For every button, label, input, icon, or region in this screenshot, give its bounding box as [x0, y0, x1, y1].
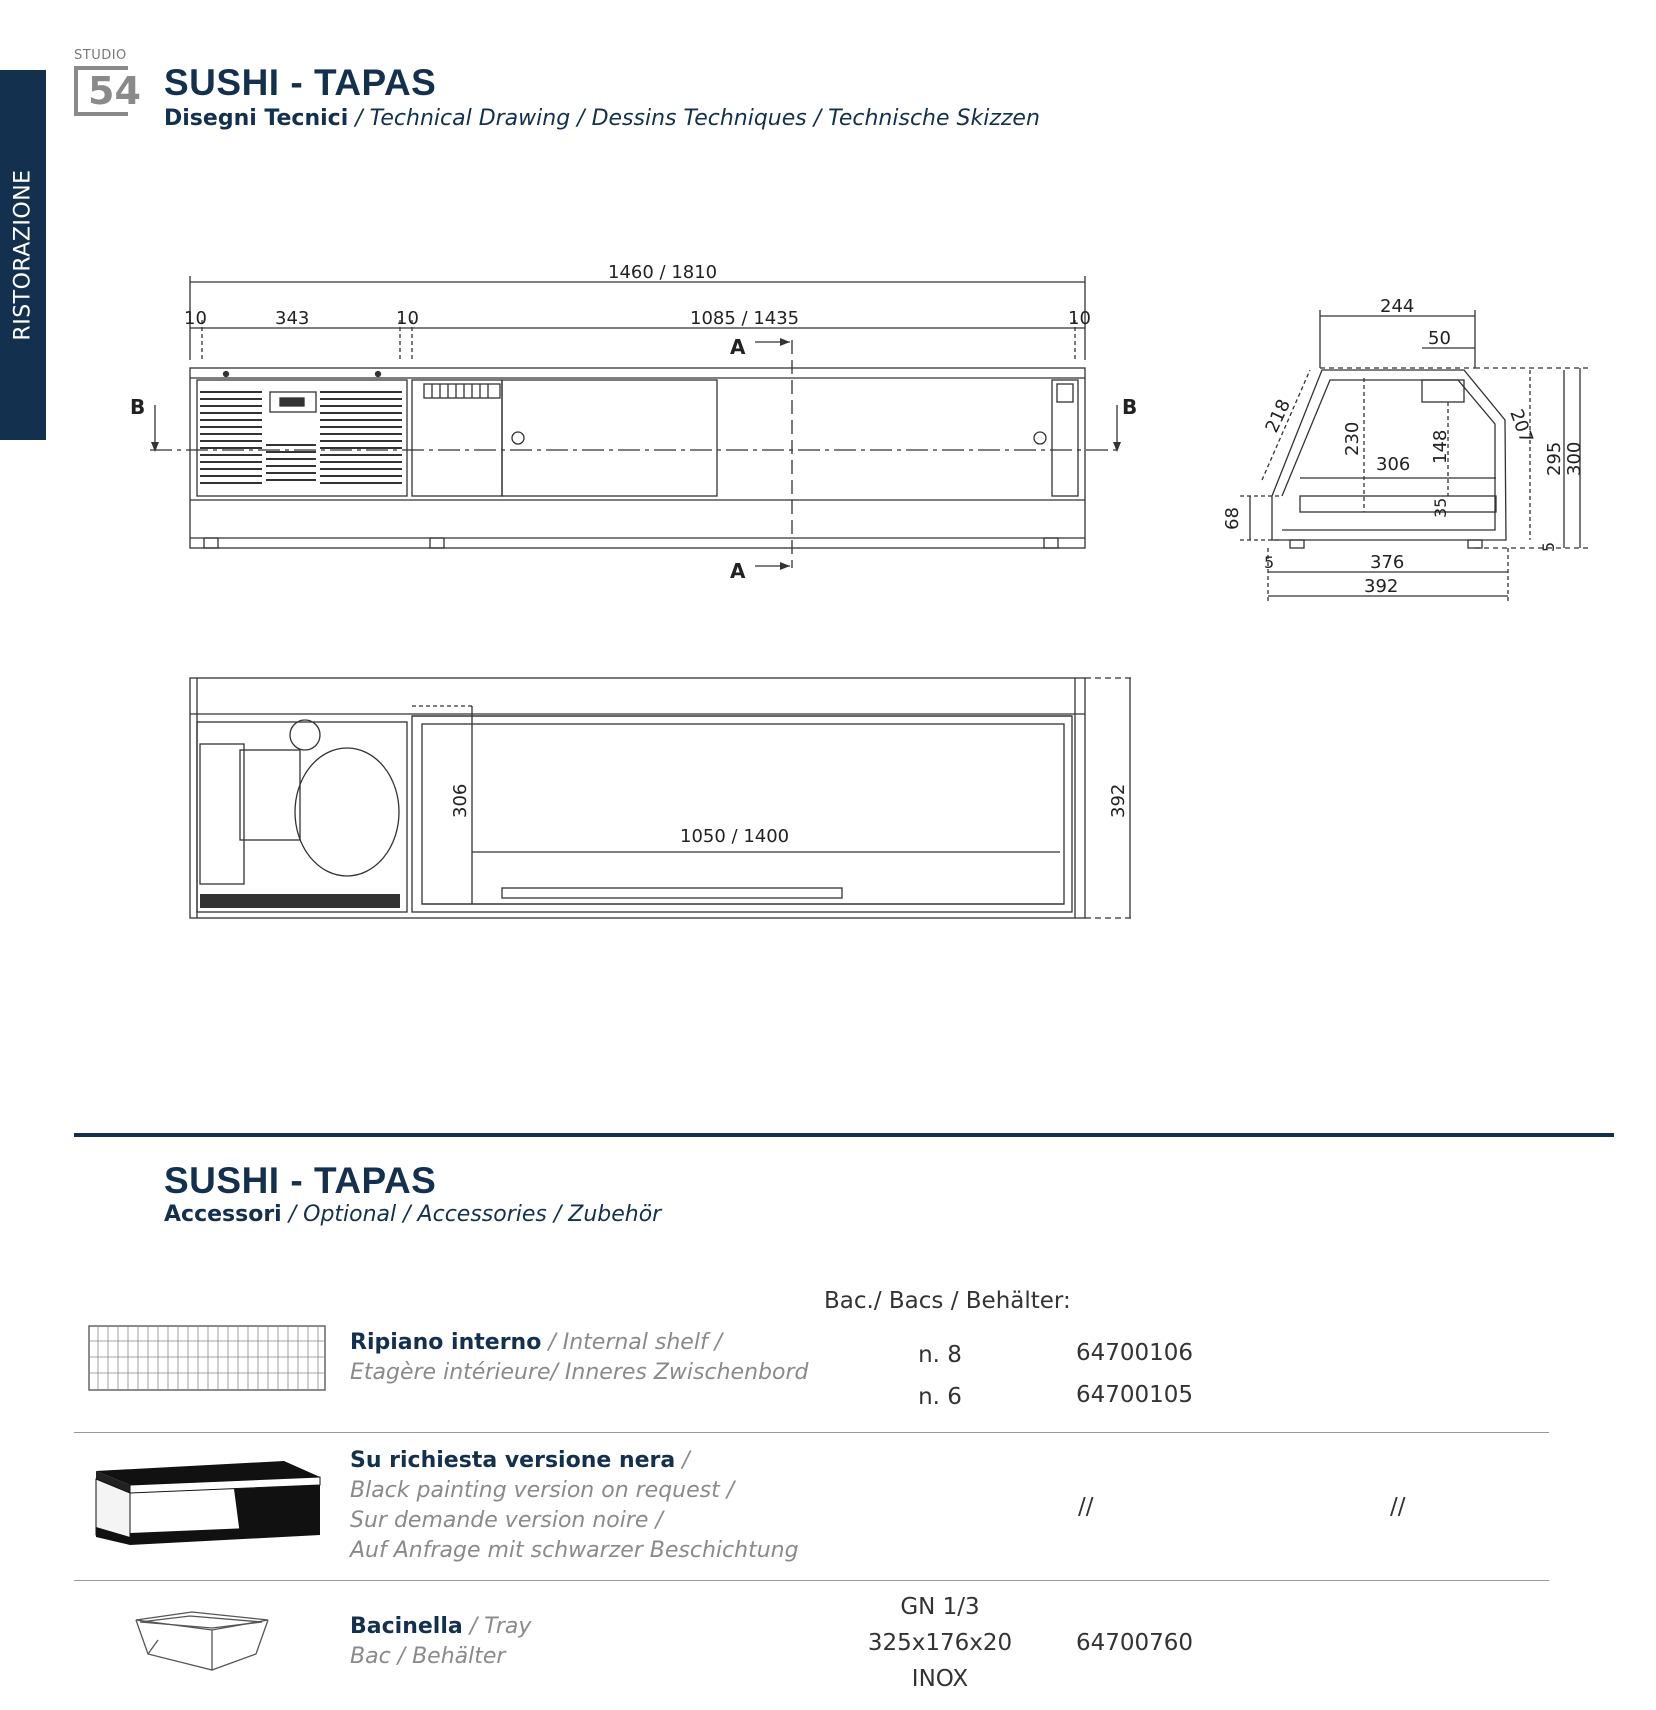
- logo-studio-text: STUDIO: [74, 48, 127, 63]
- black-version-desc-line2: Black painting version on request /: [350, 1478, 735, 1503]
- black-version-code-b: //: [1390, 1494, 1406, 1520]
- black-version-desc-line3: Sur demande version noire /: [350, 1508, 663, 1533]
- dim-body-length: 1085 / 1435: [690, 308, 800, 329]
- section-a-top: A: [730, 335, 746, 359]
- dim-inner-height: 230: [1342, 421, 1363, 456]
- subtitle-bold: Disegni Tecnici: [164, 106, 349, 131]
- section-b-right: B: [1122, 395, 1138, 419]
- tray-code: 64700760: [1076, 1630, 1194, 1656]
- dim-inner-depth: 306: [450, 783, 471, 818]
- shelf-desc-line1: / Internal shelf /: [541, 1330, 723, 1355]
- tray-spec-size: 325x176x20: [867, 1630, 1013, 1656]
- black-version-desc-line4: Auf Anfrage mit schwarzer Beschichtung: [350, 1538, 799, 1563]
- accessories-subtitle-rest: / Optional / Accessories / Zubehör: [281, 1202, 662, 1227]
- shelf-qty-2: n. 6: [918, 1384, 962, 1410]
- dim-height-295: 295: [1544, 441, 1565, 476]
- black-version-code: //: [1078, 1494, 1094, 1520]
- dim-tray-height: 35: [1431, 497, 1450, 518]
- studio54-logo: [74, 48, 141, 128]
- accessories-subtitle: [164, 1202, 661, 1227]
- tray-desc-line1: / Tray: [462, 1614, 532, 1639]
- dim-glass: 207: [1505, 406, 1537, 446]
- dim-small: 50: [1428, 328, 1451, 349]
- dim-base-height: 68: [1222, 507, 1243, 530]
- shelf-qty-1: n. 8: [918, 1342, 962, 1368]
- shelf-code-1: 64700106: [1076, 1340, 1194, 1366]
- side-section-drawing: [1240, 310, 1590, 604]
- row-divider: [74, 1432, 1549, 1433]
- tray-description: [350, 1612, 531, 1672]
- dim-foot-left: 5: [1264, 553, 1275, 572]
- dim-foot-right: 5: [1539, 541, 1558, 552]
- dim-depth: 392: [1108, 783, 1129, 818]
- dim-gap-right: 10: [1068, 308, 1091, 329]
- tray-thumbnail: [132, 1610, 272, 1674]
- section-a-bottom: A: [730, 559, 746, 583]
- tray-desc-line2: Bac / Behälter: [350, 1644, 506, 1669]
- page-title: SUSHI - TAPAS: [164, 62, 437, 103]
- row-divider: [74, 1580, 1549, 1581]
- dim-top-width: 244: [1380, 296, 1415, 317]
- side-category-label: RISTORAZIONE: [10, 169, 36, 341]
- black-version-name: Su richiesta versione nera: [350, 1448, 676, 1473]
- black-version-desc-line1: /: [675, 1448, 690, 1473]
- logo-number: 54: [74, 66, 128, 116]
- shelf-thumbnail: [88, 1325, 328, 1393]
- accessories-title: SUSHI - TAPAS: [164, 1160, 437, 1201]
- dim-total-length: 1460 / 1810: [608, 262, 718, 283]
- subtitle-rest: / Technical Drawing / Dessins Techniques / Technische Skizzen: [348, 106, 1040, 131]
- page-subtitle: [164, 106, 1040, 131]
- dim-shelf: 306: [1376, 454, 1411, 475]
- tray-spec-gn: GN 1/3: [900, 1594, 980, 1620]
- shelf-code-2: 64700105: [1076, 1382, 1194, 1408]
- shelf-desc-line2: Etagère intérieure/ Inneres Zwischenbord: [350, 1360, 809, 1385]
- dim-gap-mid: 10: [396, 308, 419, 329]
- tray-name: Bacinella: [350, 1614, 463, 1639]
- technical-drawing: [0, 240, 1656, 1200]
- containers-column-header: Bac./ Bacs / Behälter:: [824, 1288, 1071, 1314]
- dim-gap-left: 10: [184, 308, 207, 329]
- shelf-description: [350, 1328, 808, 1388]
- dim-shelf-height: 148: [1430, 429, 1451, 464]
- section-b-left: B: [130, 395, 146, 419]
- dim-base-inner: 376: [1370, 552, 1405, 573]
- black-version-description: [350, 1446, 799, 1566]
- dim-base-total: 392: [1364, 576, 1399, 597]
- dim-slope: 218: [1261, 396, 1296, 437]
- dim-compressor: 343: [275, 308, 310, 329]
- black-version-thumbnail: [94, 1455, 330, 1555]
- shelf-name: Ripiano interno: [350, 1330, 542, 1355]
- accessories-subtitle-bold: Accessori: [164, 1202, 282, 1227]
- top-view-drawing: [190, 678, 1132, 918]
- dim-height-300: 300: [1564, 441, 1585, 476]
- section-divider: [74, 1133, 1614, 1137]
- tray-spec-material: INOX: [911, 1666, 969, 1692]
- dim-inner-length: 1050 / 1400: [680, 826, 790, 847]
